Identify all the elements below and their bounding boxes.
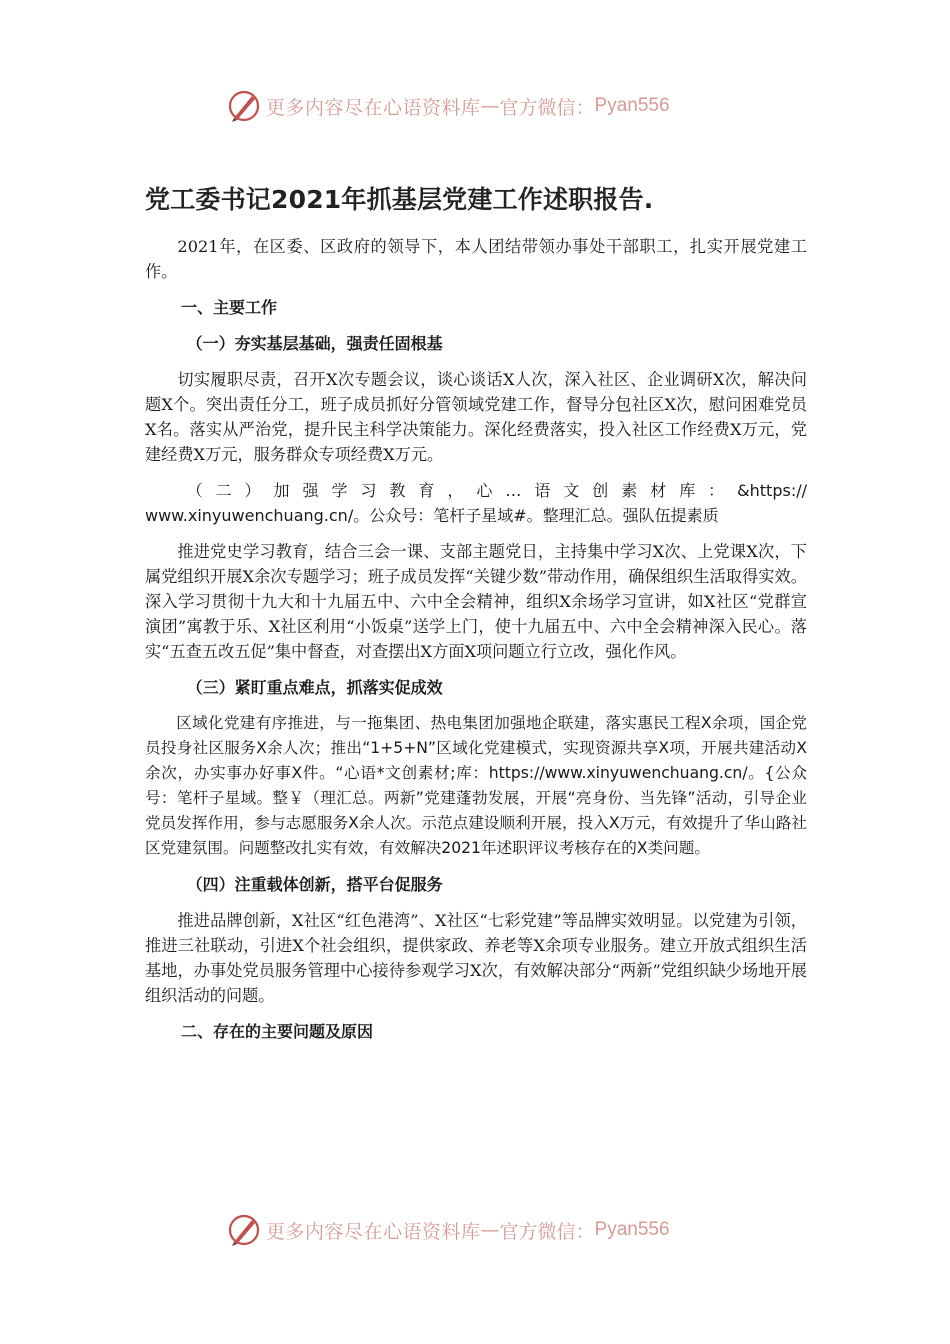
banner-wechat-label: 官方微信： [499, 1220, 595, 1243]
document-title: 党工委书记2021年抓基层党建工作述职报告. [145, 185, 654, 214]
banner-separator: — [480, 1219, 500, 1241]
banner-wechat-id: Pyan556 [594, 95, 670, 116]
banner-text: 更多内容尽在心语资料库 [266, 96, 481, 119]
subsection-1-heading: （一）夯实基层基础，强责任固根基 [186, 334, 443, 353]
subsection-2-heading-line-2: www.xinyuwenchuang.cn/。公众号：笔杆子星域#。整理汇总。强队伍提素质 [145, 506, 719, 525]
banner-text: 更多内容尽在心语资料库 [266, 1220, 481, 1243]
footer-banner[interactable] [226, 1210, 746, 1250]
pen-circle-logo-icon [226, 1212, 262, 1248]
banner-wechat-label: 官方微信： [499, 96, 595, 119]
intro-paragraph: 2021年，在区委、区政府的领导下，本人团结带领办事处干部职工，扎实开展党建工作。 [145, 237, 807, 281]
banner-wechat-id: Pyan556 [594, 1219, 670, 1240]
section-2-heading: 二、存在的主要问题及原因 [181, 1022, 374, 1041]
document-body [145, 234, 807, 1055]
subsection-2-heading-line-1: （二）加强学习教育，心…语文创素材库：&https:// [186, 481, 807, 500]
header-banner[interactable] [226, 86, 746, 126]
subsection-2-paragraph: 推进党史学习教育，结合三会一课、支部主题党日，主持集中学习X次、上党课X次，下属党组织开展X余次专题学习；班子成员发挥“关键少数”带动作用，确保组织生活取得实效。深入学习贯彻十九大和十九届五中、六中全会精神，组织X余场学习宣讲，如X社区“党群宣演团”寓教于乐、X社区利用“小饭桌”送学上门，使十九届五中、六中全会精神深入民心。落实“五查五改五促”集中督查，对查摆出X方面X项问题立行立改，强化作风。 [145, 542, 807, 661]
banner-separator: — [480, 95, 500, 117]
subsection-3-paragraph: 区域化党建有序推进，与一拖集团、热电集团加强地企联建，落实惠民工程X余项，国企党员投身社区服务X余人次；推出“1+5+N”区域化党建模式，实现资源共享X项，开展共建活动X余次，办实事办好事X件。“心语*文创素材;库：https://www.xinyuwenchuang.cn/。{公众号：笔杆子星域。整￥（理汇总。两新”党建蓬勃发展，开展“亮身份、当先锋”活动，引导企业党员发挥作用，参与志愿服务X余人次。示范点建设顺利开展，投入X万元，有效提升了华山路社区党建氛围。问题整改扎实有效，有效解决2021年述职评议考核存在的X类问题。 [145, 714, 807, 857]
section-1-heading: 一、主要工作 [181, 298, 278, 317]
subsection-2-heading [145, 478, 807, 528]
pen-circle-logo-icon [226, 88, 262, 124]
subsection-3-heading: （三）紧盯重点难点，抓落实促成效 [186, 678, 443, 697]
subsection-4-paragraph: 推进品牌创新，X社区“红色港湾”、X社区“七彩党建”等品牌实效明显。以党建为引领，推进三社联动，引进X个社会组织，提供家政、养老等X余项专业服务。建立开放式组织生活基地，办事处党员服务管理中心接待参观学习X次，有效解决部分“两新”党组织缺少场地开展组织活动的问题。 [145, 911, 807, 1005]
subsection-1-paragraph: 切实履职尽责，召开X次专题会议，谈心谈话X人次，深入社区、企业调研X次，解决问题X个。突出责任分工，班子成员抓好分管领域党建工作，督导分包社区X次，慰问困难党员X名。落实从严治党，提升民主科学决策能力。深化经费落实，投入社区工作经费X万元，党建经费X万元，服务群众专项经费X万元。 [145, 370, 807, 464]
subsection-4-heading: （四）注重载体创新，搭平台促服务 [186, 875, 443, 894]
